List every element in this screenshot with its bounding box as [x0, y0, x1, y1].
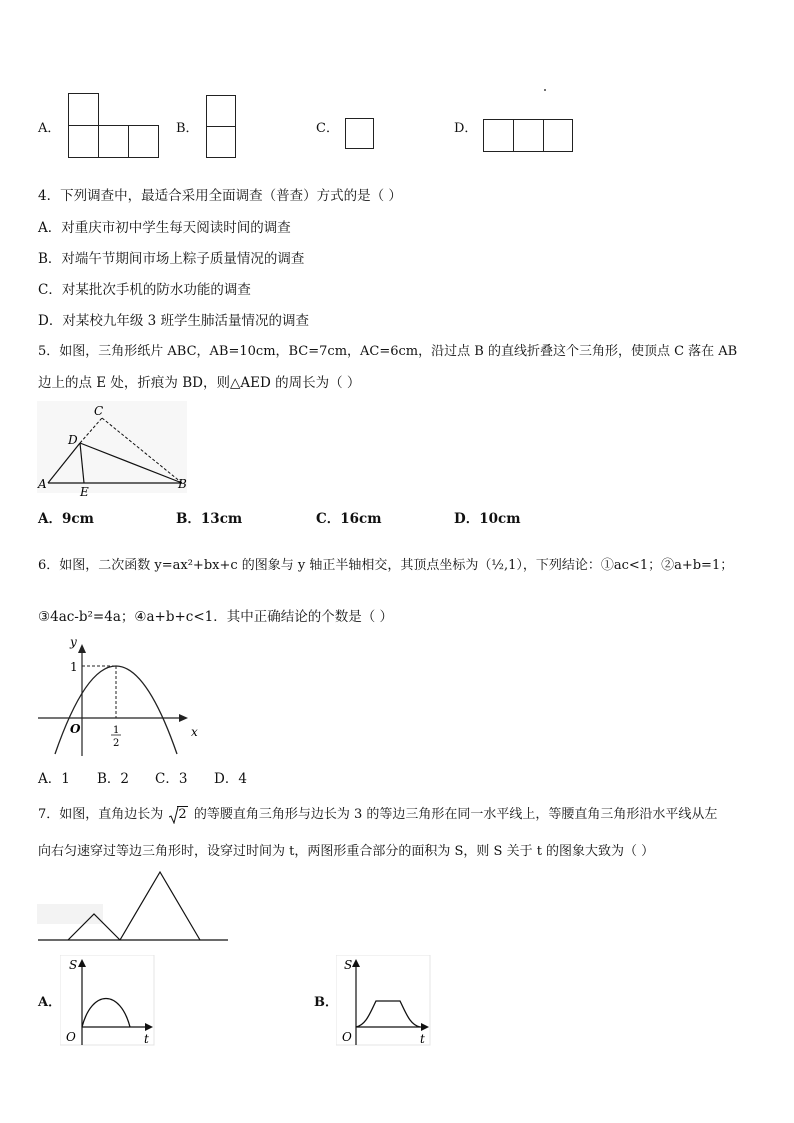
- q6-label-y: y: [70, 636, 77, 649]
- q4-option-c: C．对某批次手机的防水功能的调查: [38, 282, 251, 298]
- q7-equilateral-triangle: [120, 872, 200, 940]
- q7-option-a-graph: [60, 955, 156, 1047]
- q7-a-s-arrow: [78, 959, 86, 967]
- q6-option-c: C．3: [155, 771, 188, 787]
- q5-option-d: D．10cm: [454, 511, 521, 527]
- q6-label-half-den: 2: [113, 738, 120, 749]
- q6-label-half-num: 1: [113, 725, 120, 736]
- q5-stem-line1: 5．如图，三角形纸片 ABC，AB=10cm，BC=7cm，AC=6cm，沿过点 B 的直线折叠这个三角形，使顶点 C 落在 AB: [38, 344, 738, 359]
- q3-a-square-3: [128, 125, 159, 158]
- q6-stem-line1: 6．如图，二次函数 y=ax²+bx+c 的图象与 y 轴正半轴相交，其顶点坐标为（½,1），下列结论：①ac<1；②a+b=1；: [38, 558, 734, 573]
- q6-label-x: x: [191, 725, 198, 739]
- q6-option-b: B．2: [97, 771, 130, 787]
- stray-dot: [544, 89, 546, 91]
- q5-label-a: A: [38, 477, 47, 491]
- q5-label-d: D: [68, 433, 78, 447]
- q3-option-d: [454, 110, 584, 160]
- q3-b-bottom-square: [206, 126, 236, 158]
- q3-d-square-2: [513, 119, 544, 152]
- q7-triangles-figure: [36, 868, 232, 944]
- q4-option-b: B．对端午节期间市场上粽子质量情况的调查: [38, 251, 305, 267]
- q5-option-b: B．13cm: [176, 511, 243, 527]
- q7-a-label-t: t: [144, 1032, 149, 1046]
- q3-a-top-square: [68, 93, 99, 126]
- q5-stem-line2: 边上的点 E 处，折痕为 BD，则△AED 的周长为（ ）: [38, 375, 361, 391]
- q3-a-square-1: [68, 125, 99, 158]
- q7-a-label-s: S: [69, 958, 78, 972]
- q3-option-a: [38, 92, 168, 162]
- q6-option-d: D．4: [214, 771, 247, 787]
- q7-sqrt-value: 2: [178, 807, 187, 822]
- q3-option-d-label: D．: [454, 121, 478, 136]
- q4-stem: 4．下列调查中，最适合采用全面调查（普查）方式的是（ ）: [38, 188, 402, 204]
- q7-option-b-label: B．: [314, 995, 338, 1010]
- q6-x-axis-arrow: [179, 714, 188, 722]
- q7-sqrt-sign: [169, 806, 179, 824]
- q7-b-curve: [356, 1001, 420, 1027]
- q6-label-origin: O: [70, 722, 81, 736]
- q4-option-a: A．对重庆市初中学生每天阅读时间的调查: [38, 220, 291, 236]
- q5-label-e: E: [80, 485, 89, 498]
- q7-stem-part-b: 的等腰直角三角形与边长为 3 的等边三角形在同一水平线上，等腰直角三角形沿水平线从左: [193, 807, 718, 822]
- q7-a-label-o: O: [66, 1030, 76, 1044]
- q7-option-b-graph: [336, 955, 432, 1047]
- q6-stem-line2: ③4ac-b²=4a；④a+b+c<1．其中正确结论的个数是（ ）: [38, 609, 394, 625]
- q7-stem-line1: [38, 806, 717, 824]
- q4-option-d: D．对某校九年级 3 班学生肺活量情况的调查: [38, 313, 309, 329]
- q6-y-axis-arrow: [78, 644, 86, 653]
- q5-label-b: B: [178, 477, 187, 491]
- q7-b-label-s: S: [344, 958, 353, 972]
- q5-triangle-figure: [36, 400, 192, 498]
- q7-b-s-arrow: [352, 959, 360, 967]
- q3-option-b-label: B．: [176, 121, 199, 136]
- q3-d-square-1: [483, 119, 514, 152]
- q7-a-curve: [82, 999, 130, 1028]
- q6-parabola-figure: [36, 636, 206, 758]
- q7-b-label-t: t: [420, 1032, 425, 1046]
- q7-option-a-label: A．: [38, 995, 62, 1010]
- q7-b-t-arrow: [421, 1023, 429, 1031]
- q5-option-a: A．9cm: [38, 511, 94, 527]
- q7-stem-part-a: 7．如图，直角边长为: [38, 807, 164, 822]
- q5-option-c: C．16cm: [316, 511, 382, 527]
- q7-a-t-arrow: [145, 1023, 153, 1031]
- q5-label-c: C: [94, 404, 104, 418]
- q7-b-label-o: O: [342, 1030, 352, 1044]
- q6-label-one: 1: [70, 660, 78, 674]
- q3-d-square-3: [543, 119, 573, 152]
- q7-figure-watermark-smear: [37, 904, 103, 924]
- q5-figure-background: [37, 401, 187, 493]
- q3-b-top-square: [206, 95, 236, 127]
- q6-option-a: A．1: [38, 771, 70, 787]
- q3-option-c-label: C．: [316, 121, 339, 136]
- q3-c-square: [345, 118, 374, 149]
- q3-a-square-2: [98, 125, 129, 158]
- q3-option-a-label: A．: [38, 121, 61, 136]
- q3-option-b: [176, 92, 246, 162]
- q7-stem-line2: 向右匀速穿过等边三角形时，设穿过时间为 t，两图形重合部分的面积为 S，则 S 关于 t 的图象大致为（ ）: [38, 844, 655, 859]
- q3-option-c: [316, 110, 386, 155]
- q7-sqrt-expression: [169, 806, 187, 824]
